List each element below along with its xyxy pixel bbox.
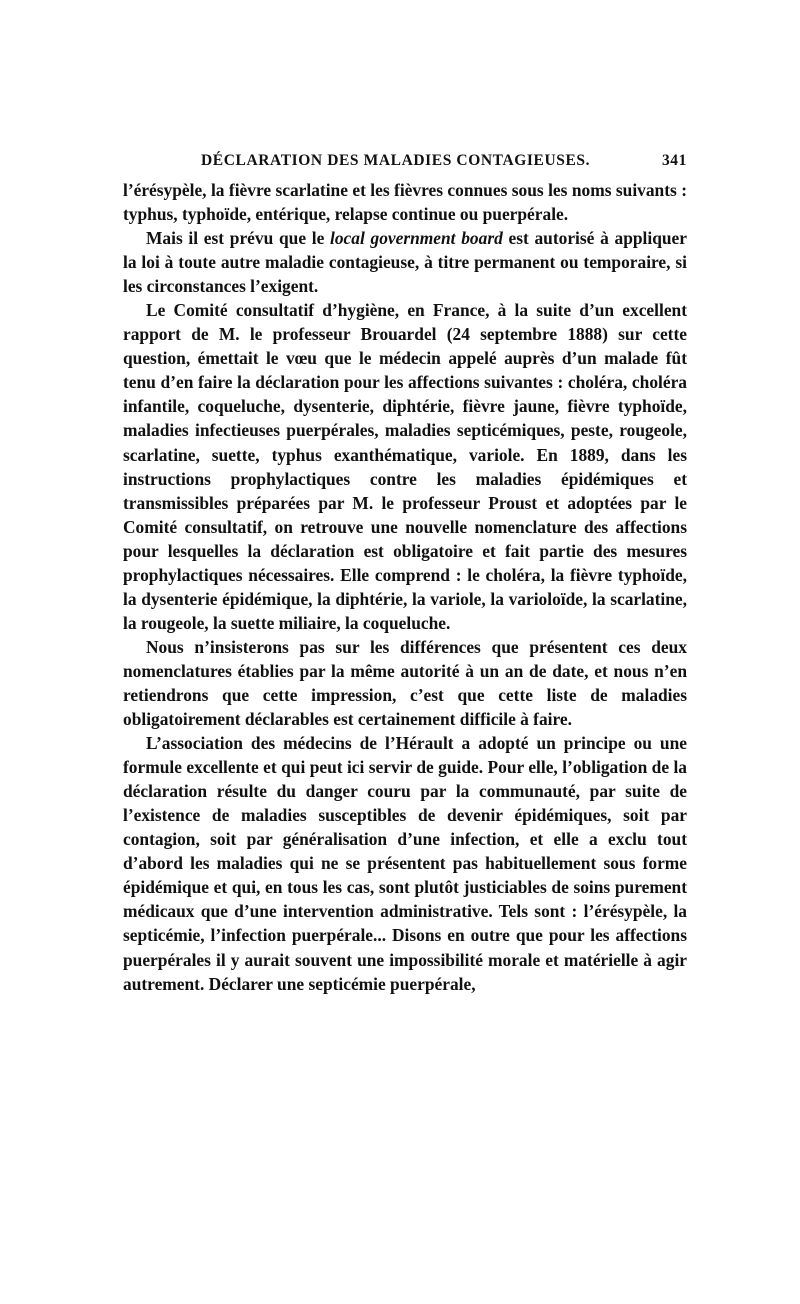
paragraph-2: [123, 226, 687, 298]
paragraph-2-italic-phrase: local government board: [330, 228, 503, 249]
paragraph-5: L’association des médecins de l’Hérault a adopté un principe ou une formule excellente et qui peut ici servir de guide. Pour elle, l’obligation de la déclaration résulte du danger couru par la communauté, par suite de l’existence de maladies susceptibles de devenir épidémiques, soit par contagion, soit par généralisation d’une infection, et elle a exclu tout d’abord les maladies qui ne se présentent pas habituellement sous forme épidémique et qui, en tous les cas, sont plutôt justiciables de soins purement médicaux que d’une intervention administrative. Tels sont : l’érésypèle, la septicémie, l’infection puerpérale... Disons en outre que pour les affections puerpérales il y aurait souvent une impossibilité morale et matérielle à agir autrement. Déclarer une septicémie puerpérale,: [123, 733, 687, 994]
paragraph-2-after: est autorisé à appliquer la loi à toute autre maladie contagieuse, à titre permanent ou temporaire, si les circonstances l’exigent.: [123, 228, 687, 297]
book-page: [123, 152, 687, 996]
paragraph-1: l’érésypèle, la fièvre scarlatine et les fièvres connues sous les noms suivants : typhus, typhoïde, entérique, relapse continue ou puerpérale.: [123, 180, 687, 225]
body-text: [123, 178, 687, 996]
running-head: [201, 152, 687, 178]
paragraph-4: Nous n’insisterons pas sur les différences que présentent ces deux nomenclatures établies par la même autorité à un an de date, et nous n’en retiendrons que cette impression, c’est que cette liste de maladies obligatoirement déclarables est certainement difficile à faire.: [123, 636, 687, 730]
running-head-title: DÉCLARATION DES MALADIES CONTAGIEUSES.: [201, 152, 591, 169]
paragraph-3: Le Comité consultatif d’hygiène, en France, à la suite d’un excellent rapport de M. le professeur Brouardel (24 septembre 1888) sur cette question, émettait le vœu que le médecin appelé auprès d’un malade fût tenu d’en faire la déclaration pour les affections suivantes : choléra, choléra infantile, coqueluche, dysenterie, diphtérie, fièvre jaune, fièvre typhoïde, maladies infectieuses puerpérales, maladies septicémiques, peste, rougeole, scarlatine, suette, typhus exanthématique, variole. En 1889, dans les instructions prophylactiques contre les maladies épidémiques et transmissibles préparées par M. le professeur Proust et adoptées par le Comité consultatif, on retrouve une nouvelle nomenclature des affections pour lesquelles la déclaration est obligatoire et fait partie des mesures prophylactiques nécessaires. Elle comprend : le choléra, la fièvre typhoïde, la dysenterie épidémique, la diphtérie, la variole, la varioloïde, la scarlatine, la rougeole, la suette miliaire, la coqueluche.: [123, 300, 687, 633]
page-number: 341: [661, 152, 687, 169]
paragraph-2-before: Mais il est prévu que le: [146, 228, 331, 249]
